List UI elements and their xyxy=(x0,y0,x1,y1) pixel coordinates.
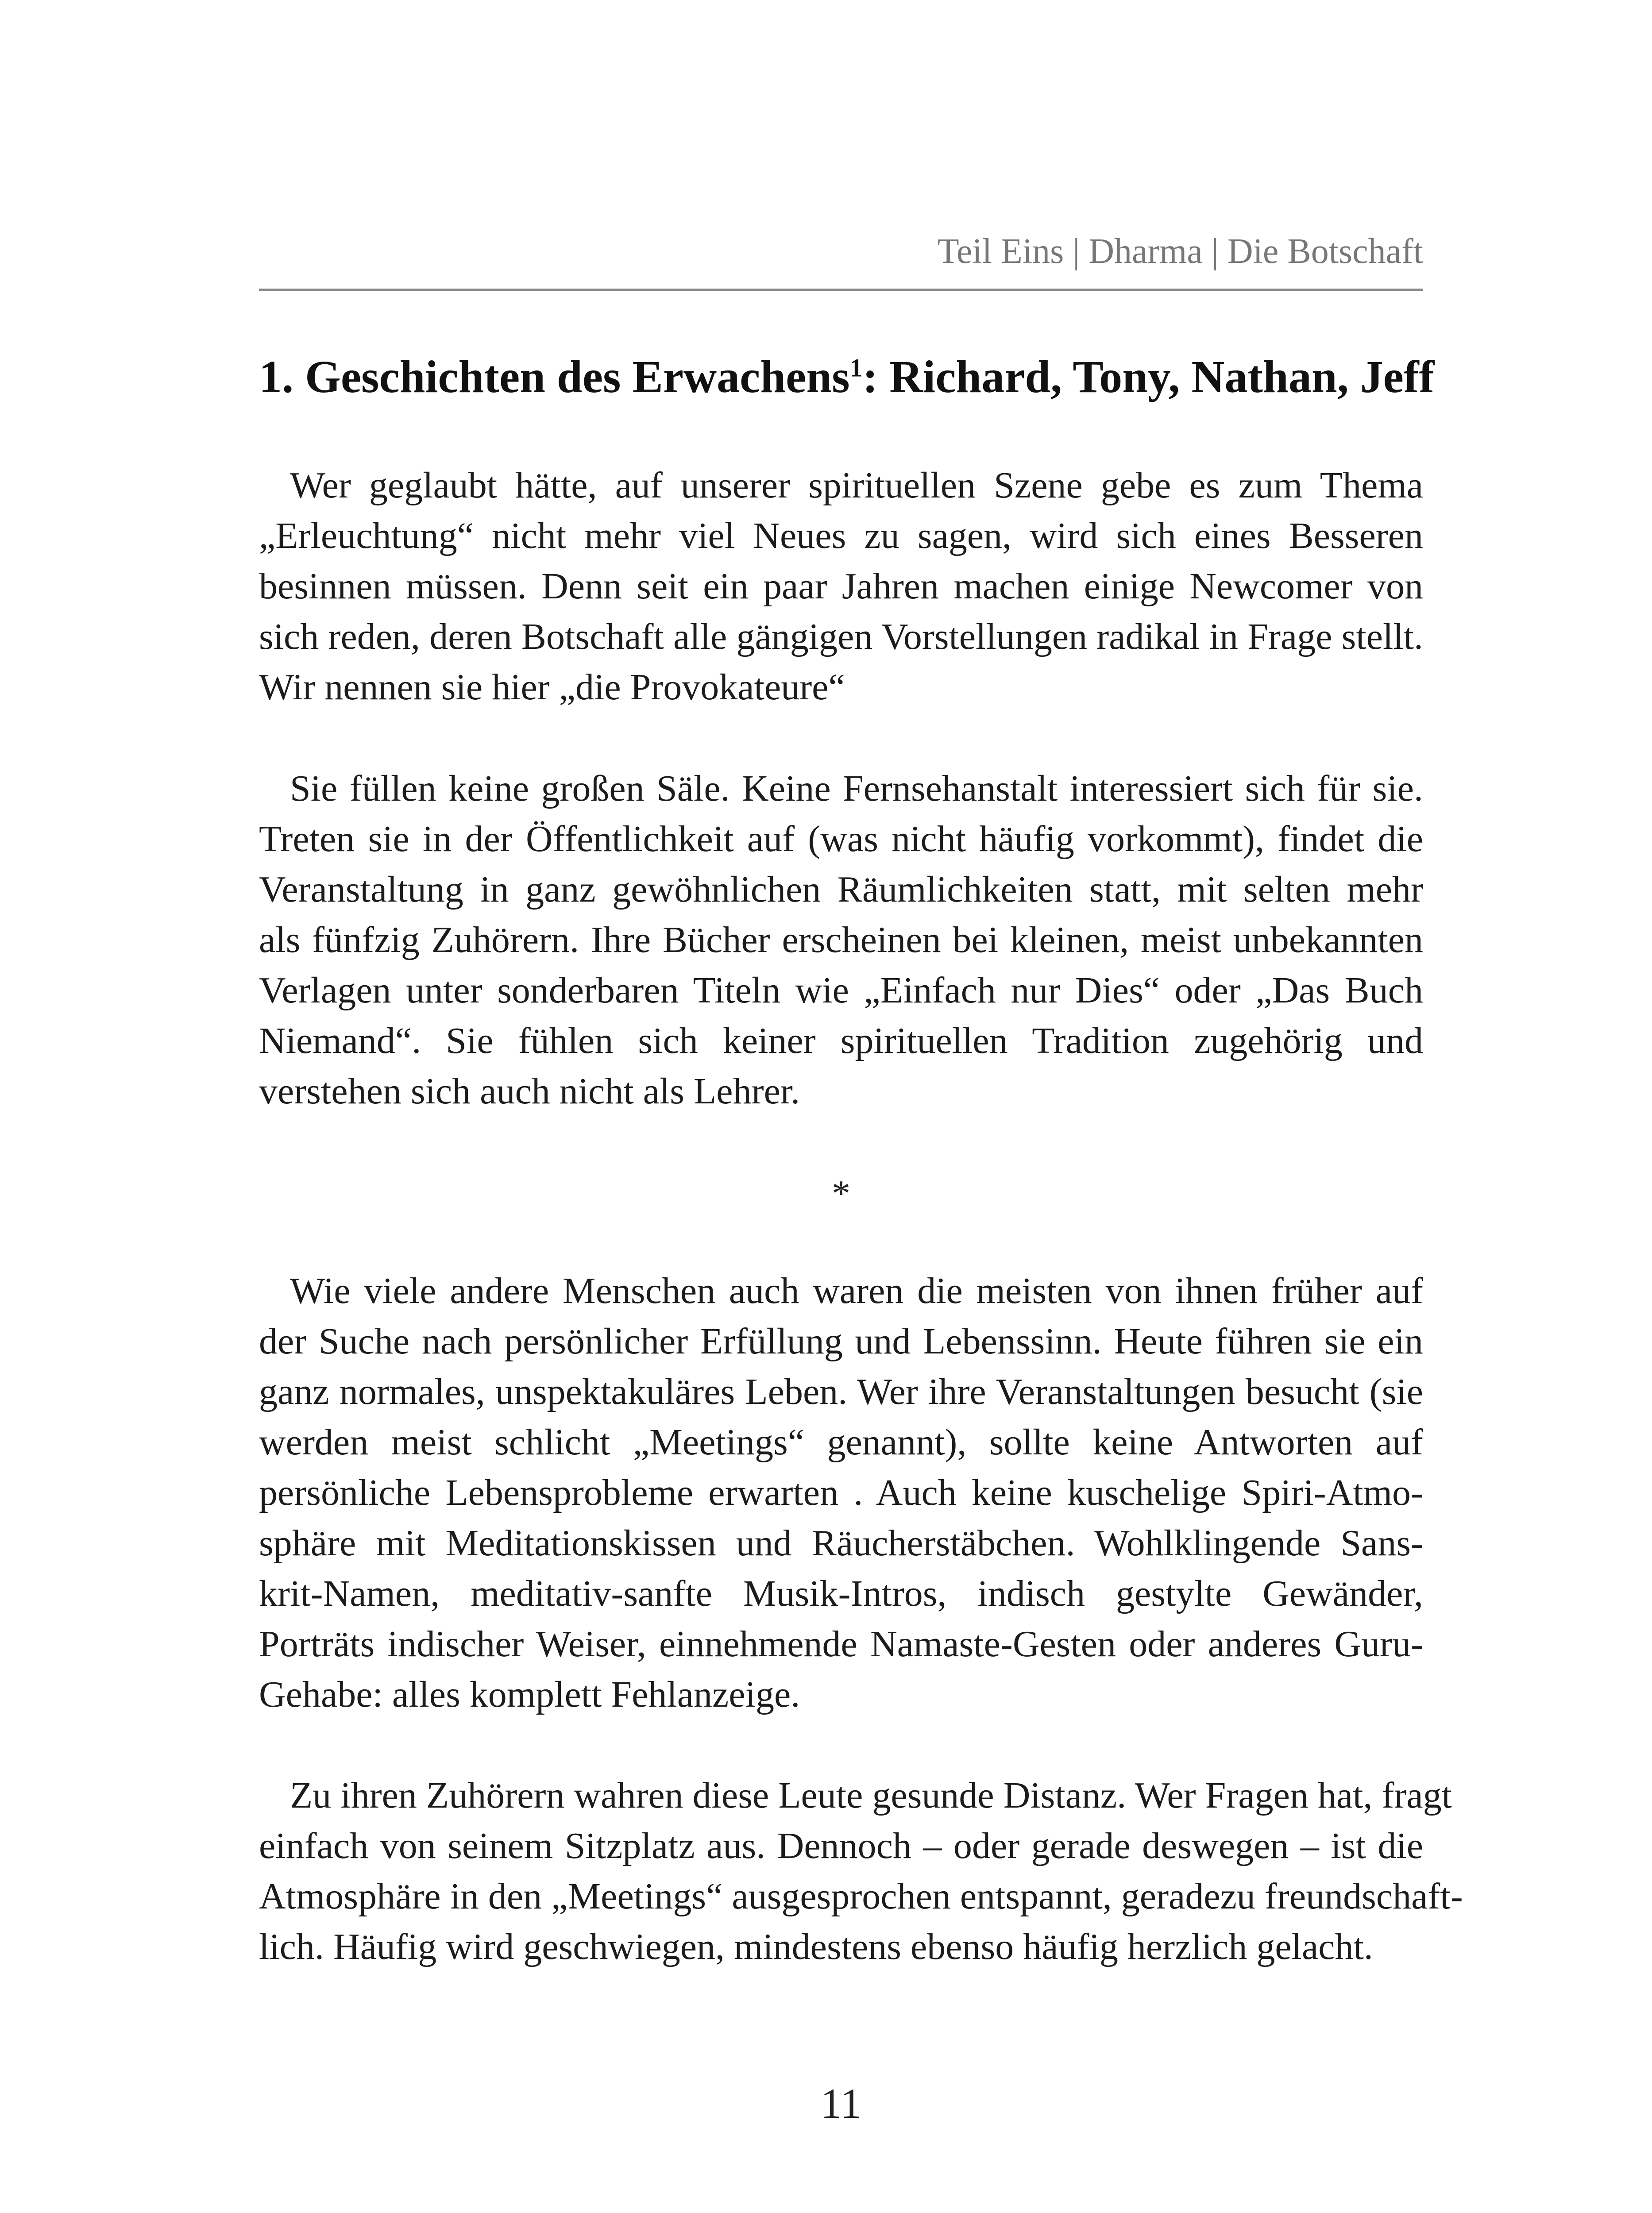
paragraph-line: Niemand“. Sie fühlen sich keiner spirituellen Tradition zugehörig und xyxy=(259,1020,1423,1061)
paragraph-line: Atmosphäre in den „Meetings“ ausgesprochen entspannt, geradezu freundschaft- xyxy=(259,1876,1463,1917)
paragraph-line: Porträts indischer Weiser, einnehmende Namaste-Gesten oder anderes Guru- xyxy=(259,1623,1423,1665)
paragraph-line: besinnen müssen. Denn seit ein paar Jahren machen einige Newcomer von xyxy=(259,566,1423,607)
paragraph-2 xyxy=(259,763,1423,1117)
section-separator: * xyxy=(832,1173,850,1214)
paragraph-line: persönliche Lebensprobleme erwarten . Auch keine kuschelige Spiri-Atmo- xyxy=(259,1472,1423,1513)
paragraph-line: Sie füllen keine großen Säle. Keine Fernsehanstalt interessiert sich für sie. xyxy=(290,768,1423,809)
paragraph-line: ganz normales, unspektakuläres Leben. Wer ihre Veranstaltungen besucht (sie xyxy=(259,1371,1423,1412)
paragraph-line: Wer geglaubt hätte, auf unserer spirituellen Szene gebe es zum Thema xyxy=(290,465,1423,506)
paragraph-line: der Suche nach persönlicher Erfüllung und Lebenssinn. Heute führen sie ein xyxy=(259,1321,1423,1362)
paragraph-line: Wir nennen sie hier „die Provokateure“ xyxy=(259,667,845,708)
paragraph-line: Wie viele andere Menschen auch waren die meisten von ihnen früher auf xyxy=(290,1270,1423,1311)
paragraph-line: Zu ihren Zuhörern wahren diese Leute gesunde Distanz. Wer Fragen hat, fragt xyxy=(290,1775,1452,1816)
paragraph-line: werden meist schlicht „Meetings“ genannt), sollte keine Antworten auf xyxy=(259,1422,1423,1463)
paragraph-line: sphäre mit Meditationskissen und Räucherstäbchen. Wohlklingende Sans- xyxy=(259,1523,1423,1564)
chapter-title xyxy=(259,350,1435,405)
paragraph-1 xyxy=(259,460,1423,713)
footnote-reference: 1 xyxy=(849,353,863,382)
paragraph-line: einfach von seinem Sitzplatz aus. Dennoch – oder gerade deswegen – ist die xyxy=(259,1825,1423,1866)
paragraph-line: lich. Häufig wird geschwiegen, mindestens ebenso häufig herzlich gelacht. xyxy=(259,1926,1373,1967)
paragraph-line: krit-Namen, meditativ-sanfte Musik-Intros, indisch gestylte Gewänder, xyxy=(259,1573,1423,1614)
paragraph-line: Veranstaltung in ganz gewöhnlichen Räumlichkeiten statt, mit selten mehr xyxy=(259,869,1423,910)
paragraph-4 xyxy=(259,1770,1463,1972)
paragraph-line: sich reden, deren Botschaft alle gängigen Vorstellungen radikal in Frage stellt. xyxy=(259,616,1423,657)
header-rule xyxy=(259,289,1423,291)
paragraph-line: verstehen sich auch nicht als Lehrer. xyxy=(259,1071,800,1112)
paragraph-line: Treten sie in der Öffentlichkeit auf (was nicht häufig vorkommt), findet die xyxy=(259,818,1423,860)
paragraph-line: Gehabe: alles komplett Fehlanzeige. xyxy=(259,1674,800,1715)
chapter-title-main: 1. Geschichten des Erwachens xyxy=(259,351,850,402)
paragraph-line: als fünfzig Zuhörern. Ihre Bücher erscheinen bei kleinen, meist unbekannten xyxy=(259,919,1423,960)
paragraph-3 xyxy=(259,1266,1423,1720)
paragraph-line: Verlagen unter sonderbaren Titeln wie „Einfach nur Dies“ oder „Das Buch xyxy=(259,970,1423,1011)
page-number: 11 xyxy=(820,2080,862,2127)
chapter-title-rest: : Richard, Tony, Nathan, Jeff xyxy=(862,351,1435,402)
running-head: Teil Eins | Dharma | Die Botschaft xyxy=(937,232,1423,271)
paragraph-line: „Erleuchtung“ nicht mehr viel Neues zu sagen, wird sich eines Besseren xyxy=(259,515,1423,556)
